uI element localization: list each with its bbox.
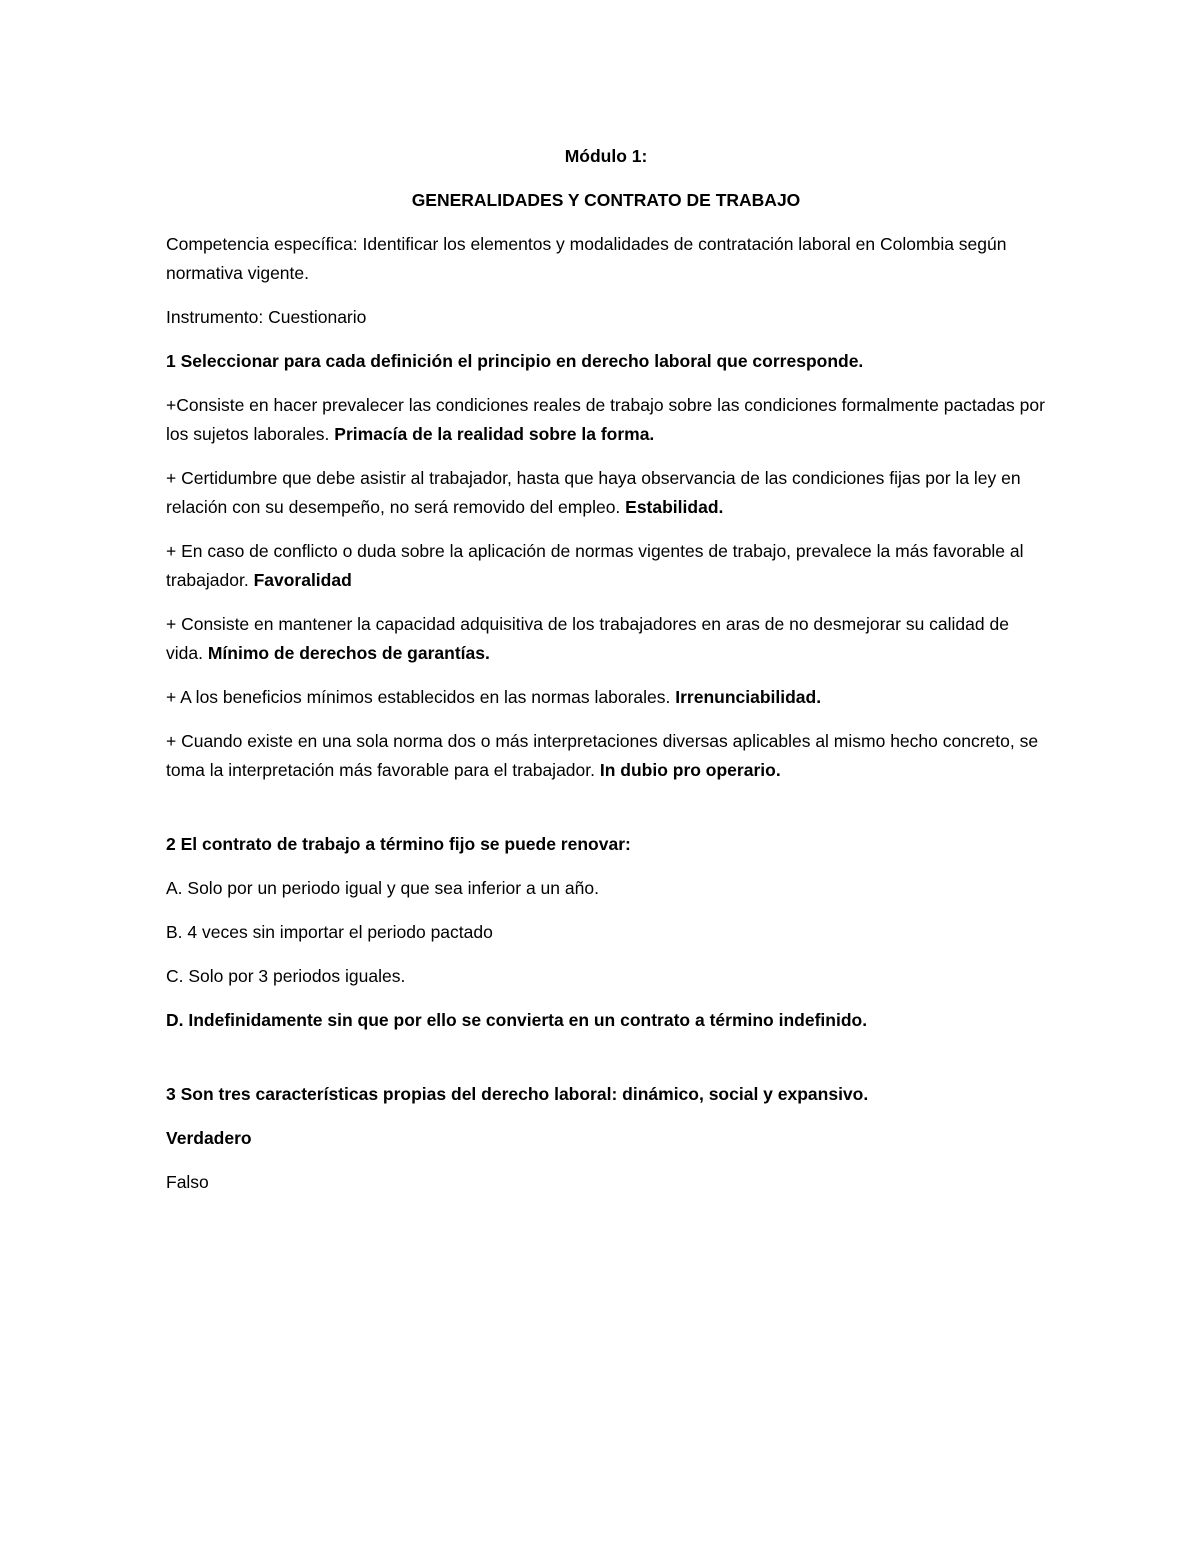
- q1-item: + A los beneficios mínimos establecidos en las normas laborales. Irrenunciabilidad.: [166, 687, 822, 707]
- q3-option-false: Falso: [166, 1172, 209, 1192]
- q1-item-answer: Estabilidad.: [625, 497, 724, 517]
- document-title: GENERALIDADES Y CONTRATO DE TRABAJO: [411, 190, 801, 210]
- q1-item-answer: In dubio pro operario.: [599, 760, 781, 780]
- q3-option-true-correct: Verdadero: [166, 1128, 252, 1148]
- q2-question: 2 El contrato de trabajo a término fijo se puede renovar:: [166, 834, 631, 854]
- q1-item-answer: Primacía de la realidad sobre la forma.: [334, 424, 655, 444]
- q2-option-b: B. 4 veces sin importar el periodo pactado: [166, 922, 493, 942]
- q1-item-answer: Favoralidad: [253, 570, 352, 590]
- spacer: [166, 800, 1046, 830]
- q2-option-c: C. Solo por 3 periodos iguales.: [166, 966, 406, 986]
- instrumento-paragraph: Instrumento: Cuestionario: [166, 307, 367, 327]
- q1-question: 1 Seleccionar para cada definición el principio en derecho laboral que corresponde.: [166, 351, 864, 371]
- q1-item: + En caso de conflicto o duda sobre la aplicación de normas vigentes de trabajo, prevalece la más favorable al trabajador. Favoralidad: [166, 541, 1024, 590]
- module-heading: Módulo 1:: [564, 146, 648, 166]
- q3-question: 3 Son tres características propias del derecho laboral: dinámico, social y expansivo.: [166, 1084, 869, 1104]
- q1-item: + Certidumbre que debe asistir al trabajador, hasta que haya observancia de las condiciones fijas por la ley en relación con su desempeño, no será removido del empleo. Estabilidad.: [166, 468, 1021, 517]
- q1-item: + Consiste en mantener la capacidad adquisitiva de los trabajadores en aras de no desmejorar su calidad de vida. Mínimo de derechos de garantías.: [166, 614, 1009, 663]
- q2-option-a: A. Solo por un periodo igual y que sea inferior a un año.: [166, 878, 599, 898]
- q1-item-answer: Irrenunciabilidad.: [675, 687, 822, 707]
- spacer: [166, 1050, 1046, 1080]
- competencia-paragraph: Competencia específica: Identificar los elementos y modalidades de contratación laboral en Colombia según normativa vigente.: [166, 234, 1007, 283]
- q1-item-answer: Mínimo de derechos de garantías.: [207, 643, 490, 663]
- q2-option-d-correct: D. Indefinidamente sin que por ello se convierta en un contrato a término indefinido.: [166, 1010, 868, 1030]
- q1-item: + Cuando existe en una sola norma dos o más interpretaciones diversas aplicables al mismo hecho concreto, se toma la interpretación más favorable para el trabajador. In dubio pro operario.: [166, 731, 1039, 780]
- document-body: [166, 142, 1046, 1212]
- q1-item: +Consiste en hacer prevalecer las condiciones reales de trabajo sobre las condiciones formalmente pactadas por los sujetos laborales. Primacía de la realidad sobre la forma.: [166, 395, 1045, 444]
